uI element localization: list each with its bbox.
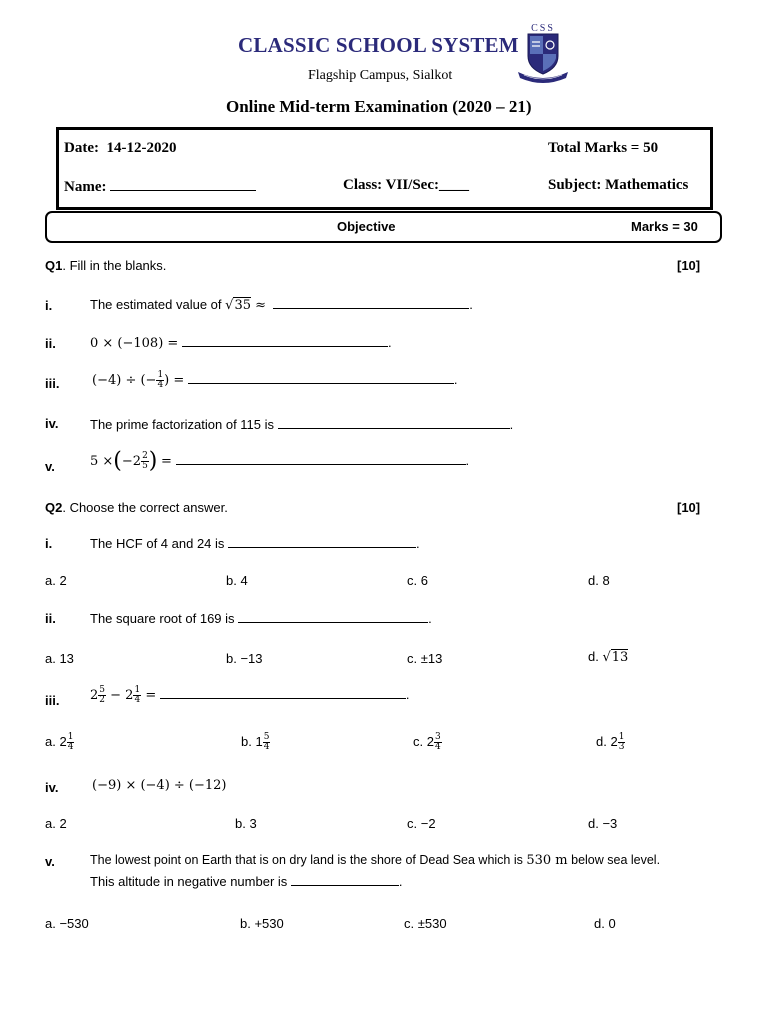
q1-item-ii: 0 × (−108) = . [90, 335, 392, 351]
answer-blank[interactable] [228, 535, 416, 548]
name-blank[interactable] [110, 177, 256, 191]
option-c[interactable]: c. ±530 [404, 916, 447, 931]
q2-item-number: v. [45, 854, 55, 869]
objective-marks: Marks = 30 [631, 219, 698, 234]
q1-item-number: ii. [45, 336, 56, 351]
answer-blank[interactable] [188, 371, 454, 384]
answer-blank[interactable] [182, 334, 388, 347]
campus-name: Flagship Campus, Sialkot [308, 68, 453, 83]
option-d[interactable]: d. 8 [588, 573, 610, 588]
option-c[interactable]: c. 2 $\frac{3}{4}$ [413, 732, 441, 752]
q1-item-iii: (−4) ÷ (− $\frac{1}{4}$ ) = . [92, 370, 458, 391]
q1-item-iv: The prime factorization of 115 is . [90, 417, 514, 432]
subject-field: Subject: Mathematics [548, 177, 689, 193]
q2-item-ii: The square root of 169 is . [90, 611, 432, 626]
q2-item-number: i. [45, 536, 53, 551]
q1-item-number: iii. [45, 376, 60, 391]
option-d[interactable]: d. 2 $\frac{1}{3}$ [596, 732, 625, 752]
name-field[interactable]: Name: [64, 177, 256, 196]
date-field: Date: 14-12-2020 [64, 140, 177, 156]
school-crest-icon [514, 22, 572, 84]
option-b[interactable]: b. 3 [235, 816, 257, 831]
q1-item-number: i. [45, 298, 53, 313]
option-a[interactable]: a. 13 [45, 651, 74, 666]
option-d[interactable]: d. −3 [588, 816, 618, 831]
q1-item-number: iv. [45, 416, 59, 431]
option-d[interactable]: d. 0 [594, 916, 616, 931]
class-field[interactable]: Class: VII/Sec:____ [343, 177, 469, 193]
q2-item-number: iv. [45, 780, 59, 795]
q2-item-iii: 2 $\frac{5}{2}$ − 2 $\frac{1}{4}$ = . [90, 685, 410, 706]
q2-item-number: ii. [45, 611, 56, 626]
objective-label: Objective [337, 219, 396, 234]
option-c[interactable]: c. −2 [407, 816, 436, 831]
q2-heading: Q2. Choose the correct answer. [45, 500, 228, 515]
option-a[interactable]: a. 2 $\frac{1}{4}$ [45, 732, 74, 752]
answer-blank[interactable] [273, 296, 469, 309]
answer-blank[interactable] [238, 610, 428, 623]
exam-title: Online Mid-term Examination (2020 – 21) [226, 97, 532, 116]
q2-item-i: The HCF of 4 and 24 is . [90, 536, 420, 551]
option-b[interactable]: b. 1 $\frac{5}{4}$ [241, 732, 270, 752]
answer-blank[interactable] [160, 686, 406, 699]
option-d[interactable]: d. √13 [588, 649, 629, 665]
option-a[interactable]: a. 2 [45, 816, 67, 831]
q1-item-i: The estimated value of √35 ≈ . [90, 297, 473, 313]
option-a[interactable]: a. 2 [45, 573, 67, 588]
q2-item-v-line2: This altitude in negative number is . [90, 874, 403, 889]
option-b[interactable]: b. −13 [226, 651, 263, 666]
answer-blank[interactable] [176, 452, 466, 465]
q1-heading: Q1. Fill in the blanks. [45, 258, 167, 273]
option-a[interactable]: a. −530 [45, 916, 89, 931]
q2-marks: [10] [677, 500, 701, 515]
school-name: CLASSIC SCHOOL SYSTEM [238, 33, 519, 57]
q1-marks: [10] [677, 258, 701, 273]
answer-blank[interactable] [291, 873, 399, 886]
q2-item-v-line1: The lowest point on Earth that is on dry land is the shore of Dead Sea which is 530 m below sea level. [90, 853, 661, 868]
q2-item-iv: (−9) × (−4) ÷ (−12) [92, 778, 227, 793]
total-marks: Total Marks = 50 [548, 140, 659, 156]
q2-item-number: iii. [45, 693, 60, 708]
option-b[interactable]: b. +530 [240, 916, 284, 931]
option-c[interactable]: c. 6 [407, 573, 428, 588]
option-c[interactable]: c. ±13 [407, 651, 443, 666]
date-value: 14-12-2020 [106, 140, 177, 156]
logo-text: CSS [531, 23, 555, 34]
answer-blank[interactable] [278, 416, 510, 429]
q1-item-v: 5 ×(−2 $\frac{2}{5}$ ) = . [90, 448, 470, 474]
option-b[interactable]: b. 4 [226, 573, 248, 588]
q1-item-number: v. [45, 459, 55, 474]
